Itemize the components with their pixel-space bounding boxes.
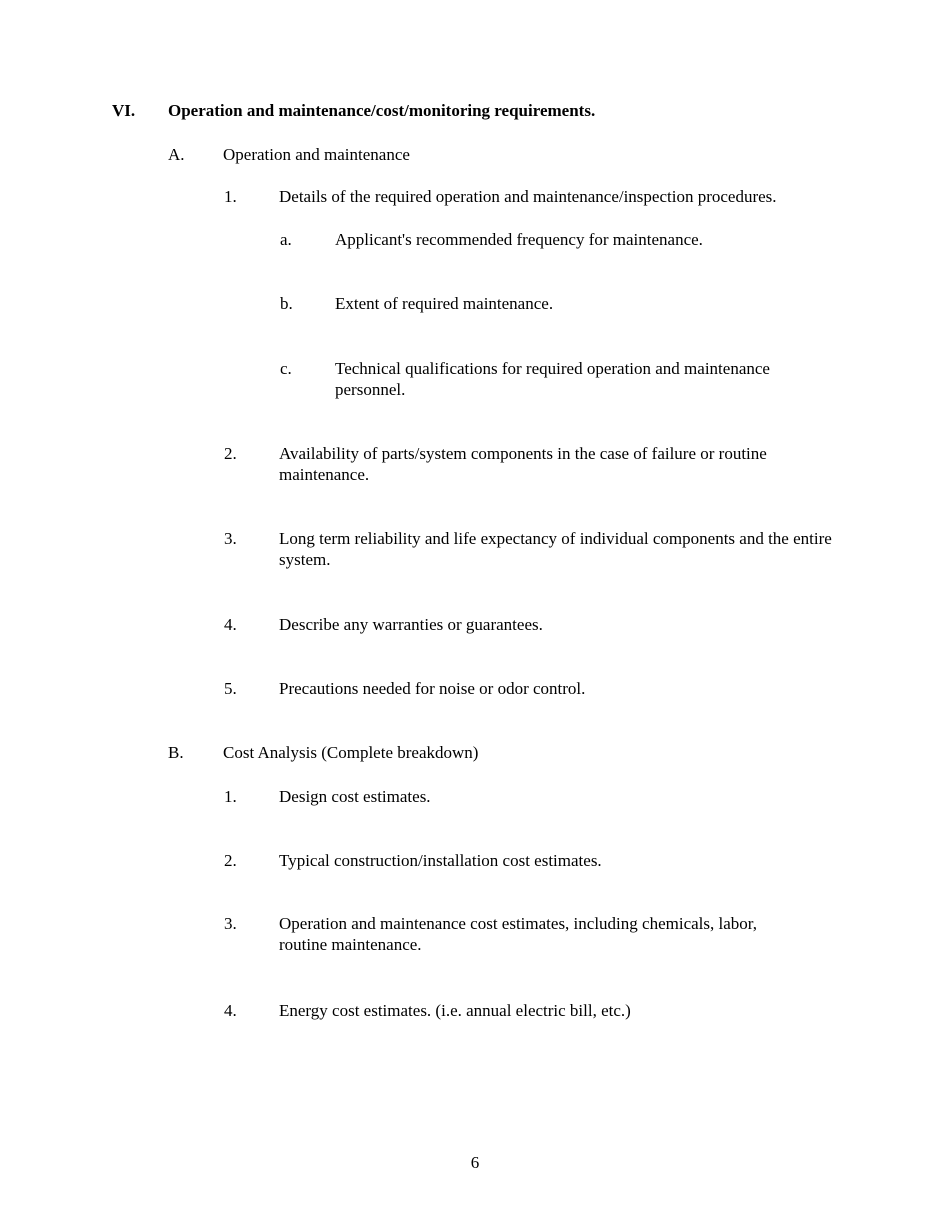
sub-list-item-letter: a. <box>280 230 292 249</box>
part-b-title: Cost Analysis (Complete breakdown) <box>223 743 479 762</box>
list-item <box>224 528 844 570</box>
page-number: 6 <box>470 1153 480 1172</box>
sub-list-item-text: Technical qualifications for required operation and maintenance personnel. <box>335 359 770 399</box>
list-item-text: Availability of parts/system components in the case of failure or routine maintenance. <box>279 444 767 484</box>
list-item-number: 2. <box>224 851 237 870</box>
list-item-number: 1. <box>224 787 237 806</box>
sub-list-item-text: Applicant's recommended frequency for maintenance. <box>335 230 703 249</box>
part-b-letter: B. <box>168 743 184 762</box>
list-item-number: 3. <box>224 529 237 548</box>
section-number: VI. <box>112 101 136 120</box>
list-item-number: 2. <box>224 444 237 463</box>
list-item-text: Precautions needed for noise or odor control. <box>279 679 586 698</box>
section-title: Operation and maintenance/cost/monitoring requirements. <box>168 101 596 120</box>
sub-list-item <box>280 358 840 400</box>
list-item-number: 1. <box>224 187 237 206</box>
sub-list-item-text: Extent of required maintenance. <box>335 294 554 313</box>
list-item-number: 4. <box>224 1001 237 1020</box>
list-item-text: Describe any warranties or guarantees. <box>279 615 543 634</box>
part-a-letter: A. <box>168 145 185 164</box>
list-item <box>224 443 844 485</box>
list-item-text: Long term reliability and life expectancy of individual components and the entire system. <box>279 529 832 569</box>
sub-list-item-letter: c. <box>280 359 292 378</box>
list-item-text: Details of the required operation and maintenance/inspection procedures. <box>279 187 777 206</box>
list-item <box>224 913 844 955</box>
list-item-text: Design cost estimates. <box>279 787 431 806</box>
list-item-text: Operation and maintenance cost estimates, including chemicals, labor, routine maintenance. <box>279 914 757 954</box>
list-item-text: Energy cost estimates. (i.e. annual electric bill, etc.) <box>279 1001 631 1020</box>
list-item-text: Typical construction/installation cost estimates. <box>279 851 602 870</box>
list-item-number: 4. <box>224 615 237 634</box>
list-item-number: 3. <box>224 914 237 933</box>
part-a-title: Operation and maintenance <box>223 145 410 164</box>
sub-list-item-letter: b. <box>280 294 293 313</box>
list-item-number: 5. <box>224 679 237 698</box>
